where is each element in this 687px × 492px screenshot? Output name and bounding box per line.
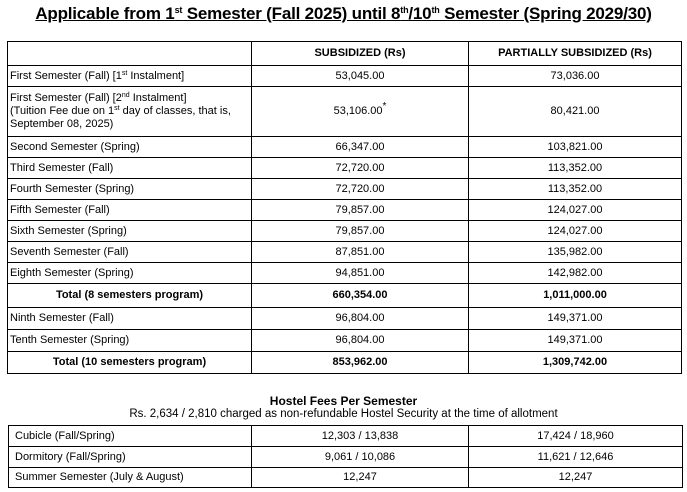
table-row xyxy=(9,468,683,488)
row-label: Tenth Semester (Spring) xyxy=(8,330,252,352)
row-label: Second Semester (Spring) xyxy=(8,137,252,158)
table-row xyxy=(8,242,682,263)
table-header-row xyxy=(8,42,682,66)
partial-value: 124,027.00 xyxy=(469,221,682,242)
table-row xyxy=(8,137,682,158)
table-row xyxy=(8,221,682,242)
table-row xyxy=(8,200,682,221)
header-partially-subsidized: PARTIALLY SUBSIDIZED (Rs) xyxy=(469,42,682,66)
subsidized-value: 66,347.00 xyxy=(252,137,469,158)
row-label: Sixth Semester (Spring) xyxy=(8,221,252,242)
table-row xyxy=(9,447,683,468)
subsidized-value: 72,720.00 xyxy=(252,179,469,200)
hostel-fee-table xyxy=(8,425,683,488)
partial-value: 11,621 / 12,646 xyxy=(469,447,683,468)
table-row xyxy=(8,330,682,352)
total-row-10-semesters xyxy=(8,352,682,374)
row-label: Eighth Semester (Spring) xyxy=(8,263,252,284)
subsidized-value: 853,962.00 xyxy=(252,352,469,374)
table-row xyxy=(9,426,683,447)
table-row xyxy=(8,308,682,330)
row-label: Third Semester (Fall) xyxy=(8,158,252,179)
header-subsidized: SUBSIDIZED (Rs) xyxy=(252,42,469,66)
row-label: Fourth Semester (Spring) xyxy=(8,179,252,200)
partial-value: 142,982.00 xyxy=(469,263,682,284)
row-label: Fifth Semester (Fall) xyxy=(8,200,252,221)
partial-value: 149,371.00 xyxy=(469,330,682,352)
partial-value: 135,982.00 xyxy=(469,242,682,263)
subsidized-value: 53,045.00 xyxy=(252,66,469,87)
partial-value: 1,309,742.00 xyxy=(469,352,682,374)
subsidized-value: 96,804.00 xyxy=(252,330,469,352)
table-row xyxy=(8,66,682,87)
subsidized-value: 53,106.00* xyxy=(252,87,469,137)
subsidized-value: 72,720.00 xyxy=(252,158,469,179)
partial-value: 113,352.00 xyxy=(469,158,682,179)
hostel-subheading: Rs. 2,634 / 2,810 charged as non-refundable Hostel Security at the time of allotment xyxy=(129,408,558,420)
row-label: Dormitory (Fall/Spring) xyxy=(9,447,252,468)
row-label: Cubicle (Fall/Spring) xyxy=(9,426,252,447)
row-label: Seventh Semester (Fall) xyxy=(8,242,252,263)
subsidized-value: 94,851.00 xyxy=(252,263,469,284)
partial-value: 17,424 / 18,960 xyxy=(469,426,683,447)
subsidized-value: 87,851.00 xyxy=(252,242,469,263)
partial-value: 73,036.00 xyxy=(469,66,682,87)
semester-fee-table xyxy=(7,41,682,374)
subsidized-value: 79,857.00 xyxy=(252,200,469,221)
row-label: Ninth Semester (Fall) xyxy=(8,308,252,330)
subsidized-value: 96,804.00 xyxy=(252,308,469,330)
row-label: Total (10 semesters program) xyxy=(8,352,252,374)
partial-value: 80,421.00 xyxy=(469,87,682,137)
partial-value: 113,352.00 xyxy=(469,179,682,200)
row-label: First Semester (Fall) [2nd Instalment] (Tuition Fee due on 1st day of classes, that is, September 08, 2025) xyxy=(8,87,252,137)
row-label: First Semester (Fall) [1st Instalment] xyxy=(8,66,252,87)
partial-value: 1,011,000.00 xyxy=(469,284,682,308)
partial-value: 103,821.00 xyxy=(469,137,682,158)
partial-value: 124,027.00 xyxy=(469,200,682,221)
subsidized-value: 12,247 xyxy=(252,468,469,488)
subsidized-value: 79,857.00 xyxy=(252,221,469,242)
subsidized-value: 660,354.00 xyxy=(252,284,469,308)
partial-value: 12,247 xyxy=(469,468,683,488)
subsidized-value: 12,303 / 13,838 xyxy=(252,426,469,447)
asterisk-mark: * xyxy=(382,101,387,112)
partial-value: 149,371.00 xyxy=(469,308,682,330)
subsidized-value: 9,061 / 10,086 xyxy=(252,447,469,468)
table-row xyxy=(8,87,682,137)
hostel-heading: Hostel Fees Per Semester xyxy=(269,394,418,408)
row-label: Total (8 semesters program) xyxy=(8,284,252,308)
total-row-8-semesters xyxy=(8,284,682,308)
row-label: Summer Semester (July & August) xyxy=(9,468,252,488)
table-row xyxy=(8,263,682,284)
page-title: Applicable from 1st Semester (Fall 2025) until 8th/10th Semester (Spring 2029/30) xyxy=(35,4,652,23)
table-row xyxy=(8,179,682,200)
header-blank xyxy=(8,42,252,66)
table-row xyxy=(8,158,682,179)
